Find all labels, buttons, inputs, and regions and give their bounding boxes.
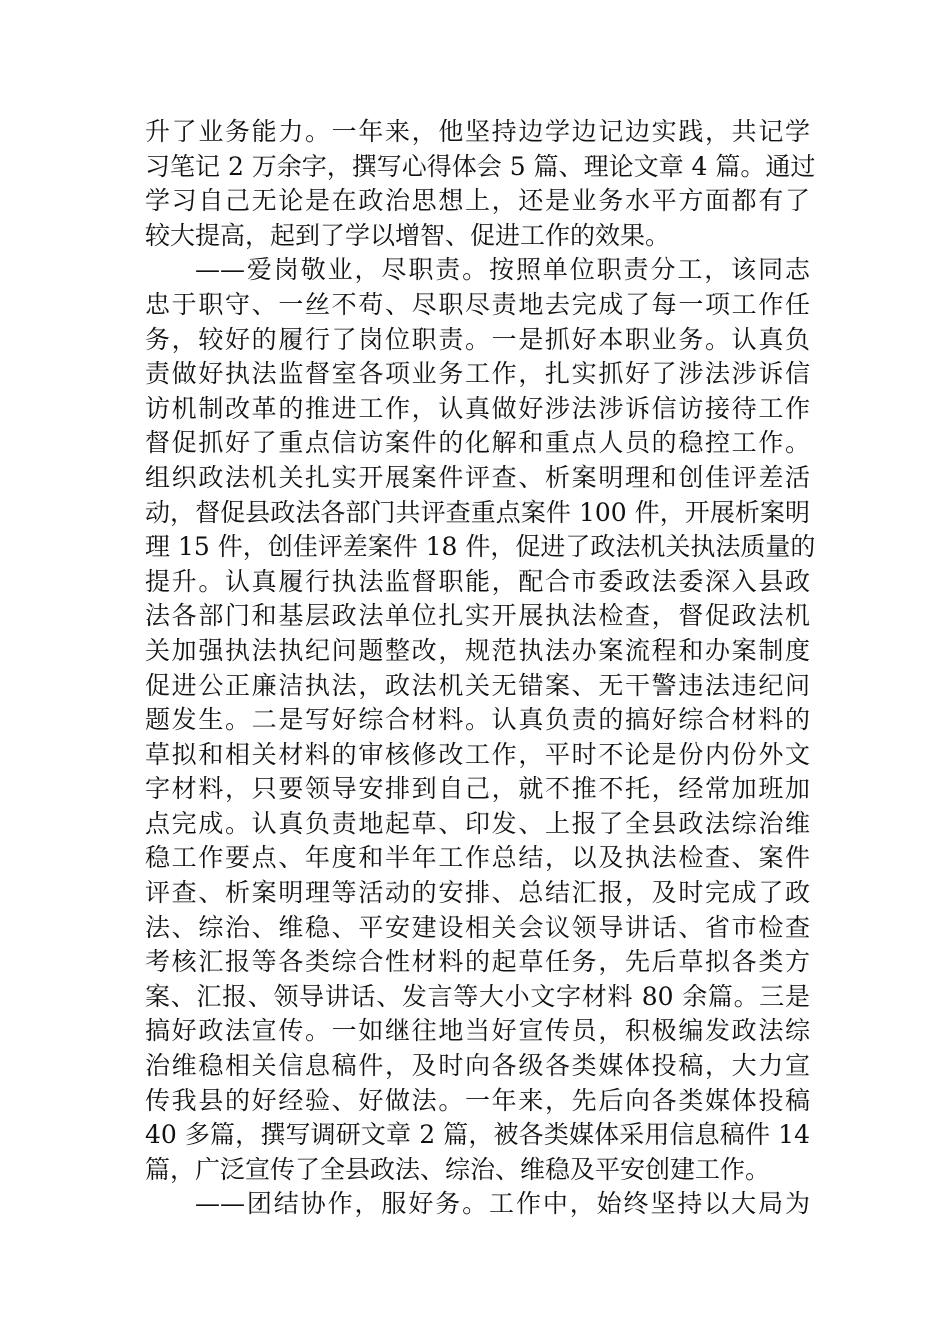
text-line: 责做好执法监督室各项业务工作，扎实抓好了涉法涉诉信 (145, 359, 810, 389)
body-text (145, 115, 816, 1222)
text-line: 字材料，只要领导安排到自己，就不推不托，经常加班加 (145, 774, 810, 804)
text-line: 搞好政法宣传。一如继往地当好宣传员，积极编发政法综 (145, 1016, 810, 1046)
text-line: 忠于职守、一丝不苟、尽职尽责地去完成了每一项工作任 (145, 289, 810, 319)
text-line: 草拟和相关材料的审核修改工作，平时不论是份内份外文 (145, 739, 810, 769)
text-line: 篇，广泛宣传了全县政法、综治、维稳及平安创建工作。 (145, 1154, 771, 1184)
text-line: 点完成。认真负责地起草、印发、上报了全县政法综治维 (145, 808, 810, 838)
text-line: 法各部门和基层政法单位扎实开展执法检查，督促政法机 (145, 601, 810, 631)
text-line: 关加强执法执纪问题整改，规范执法办案流程和办案制度 (145, 635, 810, 665)
text-line: 治维稳相关信息稿件，及时向各级各类媒体投稿，大力宣 (145, 1051, 810, 1081)
text-line: 考核汇报等各类综合性材料的起草任务，先后草拟各类方 (145, 947, 810, 977)
text-line: 传我县的好经验、好做法。一年来，先后向各类媒体投稿 (145, 1085, 810, 1115)
text-line: 学习自己无论是在政治思想上，还是业务水平方面都有了 (145, 186, 810, 216)
text-line: 评查、析案明理等活动的安排、总结汇报，及时完成了政 (145, 878, 810, 908)
text-line: 案、汇报、领导讲话、发言等大小文字材料 80 余篇。三是 (145, 981, 810, 1011)
text-line: 升了业务能力。一年来，他坚持边学边记边实践，共记学 (145, 117, 810, 146)
text-line: 访机制改革的推进工作，认真做好涉法涉诉信访接待工作 (145, 393, 810, 423)
text-line: 较大提高，起到了学以增智、促进工作的效果。 (145, 220, 671, 250)
text-line: 题发生。二是写好综合材料。认真负责的搞好综合材料的 (145, 705, 810, 735)
text-line: 提升。认真履行执法监督职能，配合市委政法委深入县政 (145, 566, 810, 596)
text-line: 组织政法机关扎实开展案件评查、析案明理和创佳评差活 (145, 462, 810, 492)
text-line: 务，较好的履行了岗位职责。一是抓好本职业务。认真负 (145, 324, 810, 354)
text-line: 督促抓好了重点信访案件的化解和重点人员的稳控工作。 (145, 428, 810, 458)
text-line: 40 多篇，撰写调研文章 2 篇，被各类媒体采用信息稿件 14 (145, 1120, 810, 1150)
text-line: 动，督促县政法各部门共评查重点案件 100 件，开展析案明 (145, 497, 810, 527)
text-line: 法、综治、维稳、平安建设相关会议领导讲话、省市检查 (145, 912, 810, 942)
text-line: ——团结协作，服好务。工作中，始终坚持以大局为 (195, 1189, 810, 1219)
text-line: ——爱岗敬业，尽职责。按照单位职责分工，该同志 (195, 255, 810, 285)
text-line: 促进公正廉洁执法，政法机关无错案、无干警违法违纪问 (145, 670, 810, 700)
text-line: 习笔记 2 万余字，撰写心得体会 5 篇、理论文章 4 篇。通过 (145, 151, 816, 181)
text-line: 理 15 件，创佳评差案件 18 件，促进了政法机关执法质量的 (145, 532, 816, 562)
text-line: 稳工作要点、年度和半年工作总结，以及执法检查、案件 (145, 843, 810, 873)
